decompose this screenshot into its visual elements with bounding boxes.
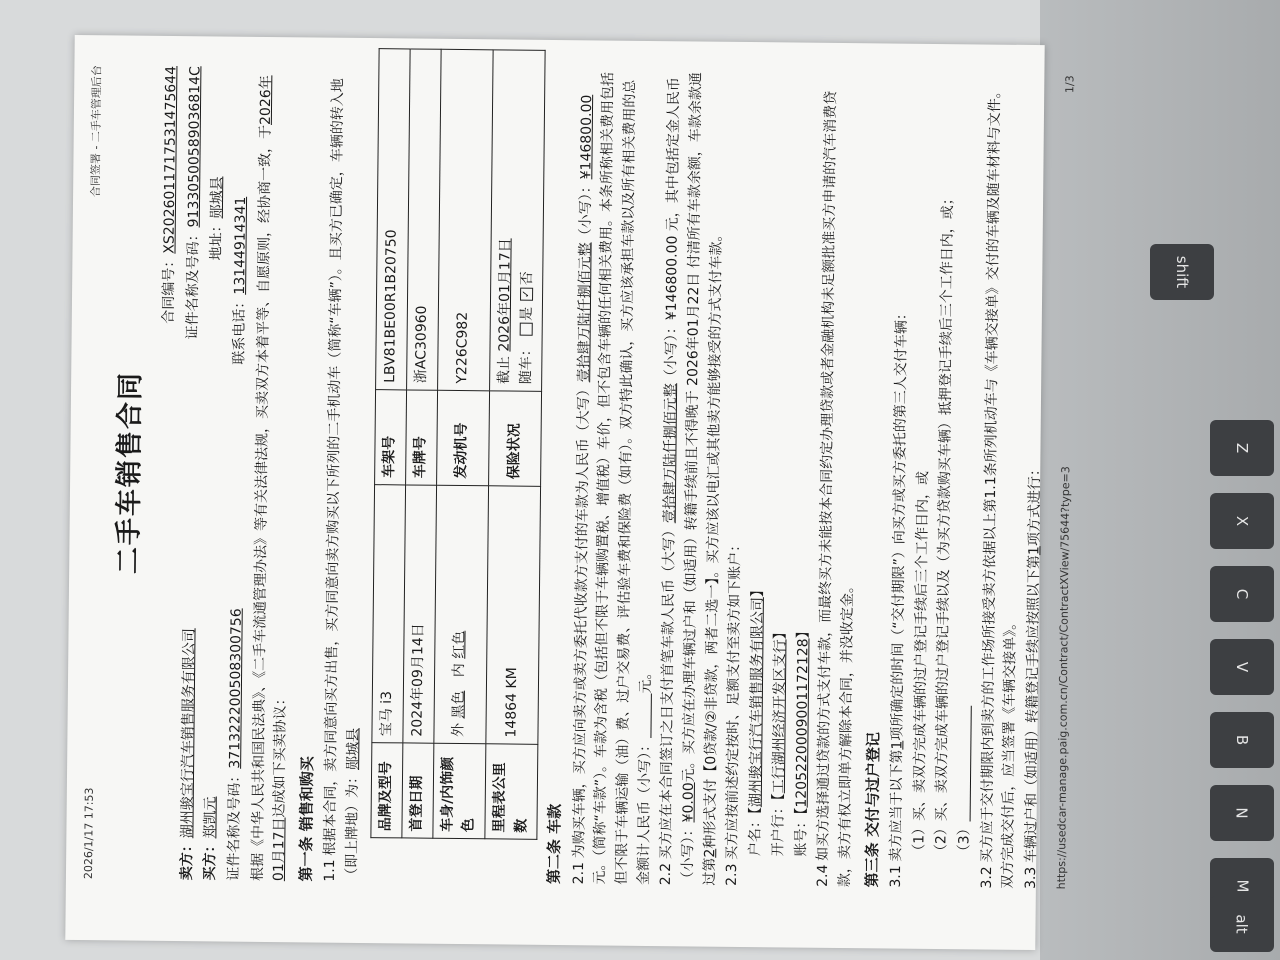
table-key: 车牌号 — [405, 390, 437, 485]
clause-text: 元。 — [637, 665, 654, 694]
preamble-end: 达成如下买卖协议： — [271, 691, 290, 818]
phone-label: 联系电话： — [231, 294, 249, 365]
key-label: shift — [1172, 255, 1191, 289]
buyer-label: 买方： — [202, 838, 219, 881]
clause-number: 2.1 — [570, 861, 587, 885]
clause-number: 2.4 — [815, 864, 832, 887]
key-b — [1210, 712, 1274, 768]
body-interior-color — [434, 485, 489, 744]
key-n — [1210, 785, 1274, 841]
preamble — [248, 67, 300, 881]
clause-number: 1.1 — [322, 859, 339, 882]
table-row — [433, 49, 494, 839]
table-key: 首登日期 — [402, 743, 434, 838]
contract-no: XS2026011717531475644 — [161, 65, 180, 254]
mileage: 14864 KM — [486, 485, 541, 744]
account-name-label: 户名： — [747, 814, 764, 857]
buyer-id-label: 证件名称及号码： — [225, 768, 244, 881]
key-label: X — [1233, 515, 1251, 527]
account-number: 1205220009001172128 — [793, 638, 812, 808]
buyer-addr-label: 地址： — [208, 218, 226, 261]
key-alt — [1210, 896, 1274, 952]
preamble-text: 根据《中华人民共和国民法典》、《二手车流通管理办法》等有关法律法规，买卖双方本着平等、自愿原则，经协商一致，于 — [249, 124, 274, 881]
clause-number: 2.3 — [724, 863, 741, 886]
buyer-phone: 13144914341 — [232, 196, 250, 295]
clause-number: 2.2 — [658, 862, 675, 886]
clause-text: 根据本合同，卖方同意向买方出售，买方同意向卖方购买以下所列的二手机动车（简称“车辆”）。且买方已确定，车辆的转入地（即上牌地）为： — [322, 78, 362, 882]
brand-model: 宝马 i3 — [372, 484, 406, 743]
key-label: C — [1232, 588, 1251, 600]
buyer-name: 郑凯元 — [202, 796, 220, 839]
account-name-row: 户名：【湖州骏宝行汽车销售服务有限公司】 — [747, 583, 767, 857]
clause-text: 为购买车辆，买方应向卖方或卖方委托代收款方支付的车款为人民币（大写） — [570, 382, 592, 859]
seller-name: 湖州骏宝行汽车销售服务有限公司 — [178, 628, 198, 839]
clause-number: 3.2 — [978, 866, 995, 889]
key-shift — [1150, 244, 1214, 300]
clause-text: 元。（简称“车款”）。车款为含税（包括但不限于车辆购置税、增值税）车价，但不包含车辆的任何相关费用。本条所称相关费用包括但不限于车辆运输（油）费、过户交易费、评估验车费和保险费（如有）。双方特此确认，买方应该承担车款以及所有相关费用的总金额计人民币（小写）： — [592, 71, 654, 886]
buyer-addr: 郧城县 — [209, 176, 226, 219]
clause-text: 种形式支付【0贷款/②非贷款，两者二选一】。买方应该以电汇或其他卖方能够接受的方式支付车款。 — [702, 227, 725, 849]
engine-number: Y226C982 — [437, 49, 493, 390]
seller-id: 91330500589036814C — [185, 66, 204, 228]
first-registration-date: 2024年09月14日 — [403, 485, 437, 744]
exterior-color: 黑色 — [451, 690, 468, 719]
price-number: ¥146800.00 — [577, 94, 595, 180]
interior-label: 内 — [451, 663, 468, 678]
clause-text: 项所确定的时间（“交付期限”）向买方或买方委托的第三人交付车辆： — [889, 306, 910, 741]
key-label: alt — [1233, 914, 1251, 934]
contract-title: 二手车销售合同 — [113, 370, 147, 575]
table-key: 车架号 — [374, 389, 406, 484]
seller-id-label: 证件名称及号码： — [184, 227, 202, 340]
vin: LBV81BE00R1B20750 — [375, 49, 410, 390]
print-datetime: 2026/1/17 17:53 — [81, 787, 96, 880]
clause-text: 项方式进行： — [1026, 462, 1044, 547]
table-key: 里程表公里数 — [485, 744, 538, 840]
key-z — [1210, 420, 1274, 476]
clause-3-2 — [976, 74, 1028, 888]
payment-method: 2 — [701, 848, 719, 858]
key-label: Z — [1233, 442, 1251, 454]
transfer-option: 1 — [1026, 546, 1043, 556]
plate-number: 浙AC30960 — [406, 49, 441, 390]
checkbox-yes-icon — [520, 323, 533, 336]
checkbox-checked-icon: ✓ — [520, 287, 533, 300]
table-key: 保险状况 — [489, 390, 542, 486]
registration-place: 郧城县 — [345, 727, 362, 770]
clause-2-1 — [569, 70, 664, 885]
clause-text: 买方应于交付期限内到卖方的工作场所接受卖方依据以上第1.1条所列机动车与《车辆交接单》交付的车辆及随车材料与文件。双方完成交付后，应当签署《车辆交接单》。 — [978, 84, 1019, 889]
yes-label: 是 — [518, 306, 535, 321]
clause-text: （小写）：¥146800.00 元，其中包括定金人民币（小写）： — [663, 77, 697, 886]
contract-paper — [65, 35, 1077, 950]
seller-label: 卖方： — [178, 838, 195, 881]
preamble-date: 2026年01月17日 — [257, 75, 288, 882]
article-2-title: 第二条 车款 — [545, 803, 565, 885]
clause-number: 3.3 — [1022, 866, 1040, 890]
key-label: B — [1232, 734, 1251, 746]
vehicle-table — [370, 48, 546, 840]
insurance-until-label: 截止 — [496, 355, 513, 385]
clause-text: 买方应按前述约定按时、足额支付至卖方如下账户： — [724, 537, 744, 860]
table-row — [485, 50, 546, 840]
article-1-title: 第一条 销售和购买 — [296, 756, 317, 882]
first-payment-chinese: 壹拾肆万陆仟捌佰元整 — [662, 383, 680, 524]
with-car-label: 随车： — [517, 342, 535, 385]
key-label: V — [1232, 661, 1251, 673]
delivery-option: 1 — [889, 740, 906, 750]
option-3-label: （3） — [956, 821, 973, 859]
key-c — [1210, 566, 1274, 622]
buyer-id: 371322200508300756 — [227, 608, 245, 769]
insurance-status — [490, 50, 546, 391]
account-bank-label: 开户行： — [770, 800, 787, 857]
page-number: 1/3 — [1062, 75, 1077, 94]
print-header — [80, 65, 106, 879]
clause-1-1 — [320, 68, 372, 882]
table-key: 品牌及型号 — [371, 743, 403, 838]
key-label: N — [1232, 807, 1251, 819]
account-number-label: 账号： — [792, 814, 810, 857]
key-v — [1210, 639, 1274, 695]
account-number-row: 账号：【1205220009001172128】 — [792, 624, 812, 857]
key-label: M — [1232, 879, 1251, 893]
clause-text: 买方应在本合同签订之日支付首笔车款人民币（大写） — [658, 523, 679, 860]
article-3-title: 第三条 交付与过户登记 — [862, 732, 883, 888]
delivery-option-2: （2）买、卖双方完成车辆的过户登记手续以及（为买方贷款购买车辆）抵押登记手续后三个工作日内，或； — [933, 191, 957, 859]
interior-color: 红色 — [451, 630, 469, 659]
deposit-amount: ¥0.00 — [680, 782, 698, 823]
account-name: 湖州骏宝行汽车销售服务有限公司 — [747, 597, 767, 808]
clause-text: 车辆过户和（如适用）转籍登记手续应按照以下第 — [1023, 554, 1043, 864]
insurance-until-date: 2026年01月17日 — [496, 238, 514, 352]
table-key: 车身/内饰颜色 — [433, 743, 486, 839]
key-x — [1210, 493, 1274, 549]
delivery-option-1: （1）买、卖双方完成车辆的过户登记手续后三个工作日内，或 — [910, 470, 931, 858]
clause-text: 卖方应当于以下第 — [887, 749, 906, 862]
clause-text: 元。买方应在办理车辆过户和（如适用）转籍手续前且不得晚于 2026年01月22日 付清所有车款余额，车款余款通过第 — [681, 72, 718, 886]
print-url: https://usedcar-manage.paig.com.cn/Contract/ContractXView/75644?type=3 — [1054, 466, 1072, 890]
print-source: 合同签署 - 二手车管理后台 — [89, 65, 104, 198]
exterior-label: 外 — [450, 722, 468, 738]
contract-no-label: 合同编号： — [160, 253, 178, 324]
clause-2-4 — [813, 73, 865, 887]
clause-text: 如买方选择通过贷款的方式支付车款，而最终买方未能按本合同约定办理贷款或者金融机构未足额批准买方申请的汽车消费贷款，卖方有权立即单方解除本合同，并没收定金。 — [815, 90, 856, 888]
price-chinese: 壹拾肆万陆仟捌佰元整 — [575, 242, 594, 383]
account-bank-row: 开户行：【工行湖州经济开发区支行】 — [770, 625, 789, 857]
table-key: 发动机号 — [436, 390, 489, 486]
no-label: 否 — [518, 271, 536, 286]
clause-text: （小写）： — [577, 179, 594, 243]
clause-number: 3.1 — [887, 865, 904, 888]
contract-page — [66, 35, 1077, 915]
clause-2-2 — [656, 71, 730, 886]
account-bank: 工行湖州经济开发区支行 — [770, 639, 789, 794]
